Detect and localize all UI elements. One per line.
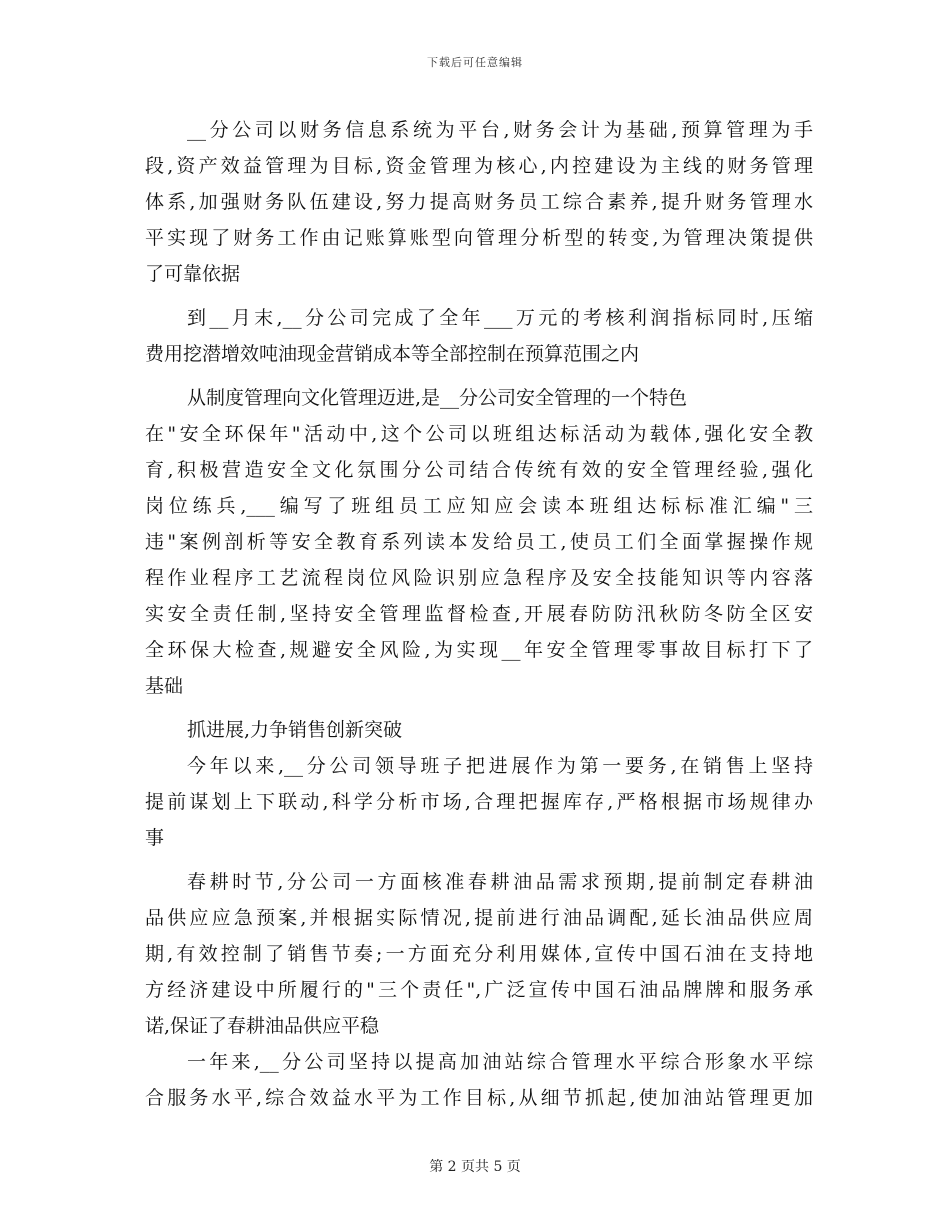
text-line: 诺,保证了春耕油品供应平稳 xyxy=(145,1015,380,1037)
text-line: 提前谋划上下联动,科学分析市场,合理把握库存,严格根据市场规律办 xyxy=(145,791,813,813)
text-line: 方经济建设中所履行的"三个责任",广泛宣传中国石油品牌牌和服务承 xyxy=(145,979,813,1001)
page-number: 第 2 页共 5 页 xyxy=(429,1159,521,1175)
text-line: 品供应应急预案,并根据实际情况,提前进行油品调配,延长油品供应周 xyxy=(145,907,813,929)
document-body xyxy=(145,112,813,1116)
text-line: 费用挖潜增效吨油现金营销成本等全部控制在预算范围之内 xyxy=(145,343,640,365)
text-line: 平实现了财务工作由记账算账型向管理分析型的转变,为管理决策提供 xyxy=(145,227,813,249)
text-line: 体系,加强财务队伍建设,努力提高财务员工综合素养,提升财务管理水 xyxy=(145,191,813,213)
paragraph xyxy=(145,300,813,372)
paragraph xyxy=(145,1044,813,1116)
text-line: 在"安全环保年"活动中,这个公司以班组达标活动为载体,强化安全教 xyxy=(145,423,813,445)
text-line: 程作业程序工艺流程岗位风险识别应急程序及安全技能知识等内容落 xyxy=(145,567,813,589)
text-line: 春耕时节,分公司一方面核准春耕油品需求预期,提前制定春耕油 xyxy=(187,871,813,893)
paragraph xyxy=(145,112,813,292)
section-heading: 抓进展,力争销售创新突破 xyxy=(187,719,403,741)
text-line: 到__月末,__分公司完成了全年___万元的考核利润指标同时,压缩 xyxy=(187,307,813,329)
text-line: 今年以来,__分公司领导班子把进展作为第一要务,在销售上坚持 xyxy=(187,755,813,777)
text-line: 事 xyxy=(145,827,165,849)
text-line: 全环保大检查,规避安全风险,为实现__年安全管理零事故目标打下了 xyxy=(145,639,813,661)
text-line: 违"案例剖析等安全教育系列读本发给员工,使员工们全面掌握操作规 xyxy=(145,531,813,553)
text-line: 育,积极营造安全文化氛围分公司结合传统有效的安全管理经验,强化 xyxy=(145,459,813,481)
paragraph xyxy=(145,380,813,704)
text-line: 段,资产效益管理为目标,资金管理为核心,内控建设为主线的财务管理 xyxy=(145,155,813,177)
text-line: __分公司以财务信息系统为平台,财务会计为基础,预算管理为手 xyxy=(187,119,813,141)
paragraph xyxy=(145,864,813,1044)
text-line: 基础 xyxy=(145,675,184,697)
paragraph xyxy=(145,748,813,856)
text-line: 实安全责任制,坚持安全管理监督检查,开展春防防汛秋防冬防全区安 xyxy=(145,603,813,625)
text-line: 合服务水平,综合效益水平为工作目标,从细节抓起,使加油站管理更加 xyxy=(145,1087,813,1109)
text-line: 从制度管理向文化管理迈进,是__分公司安全管理的一个特色 xyxy=(187,387,688,409)
text-line: 岗位练兵,___编写了班组员工应知应会读本班组达标标准汇编"三 xyxy=(145,495,813,517)
text-line: 一年来,__分公司坚持以提高加油站综合管理水平综合形象水平综 xyxy=(187,1051,813,1073)
paragraph xyxy=(145,712,813,748)
text-line: 期,有效控制了销售节奏;一方面充分利用媒体,宣传中国石油在支持地 xyxy=(145,943,813,965)
page-header-note: 下载后可任意编辑 xyxy=(427,56,523,69)
text-line: 了可靠依据 xyxy=(145,263,241,285)
